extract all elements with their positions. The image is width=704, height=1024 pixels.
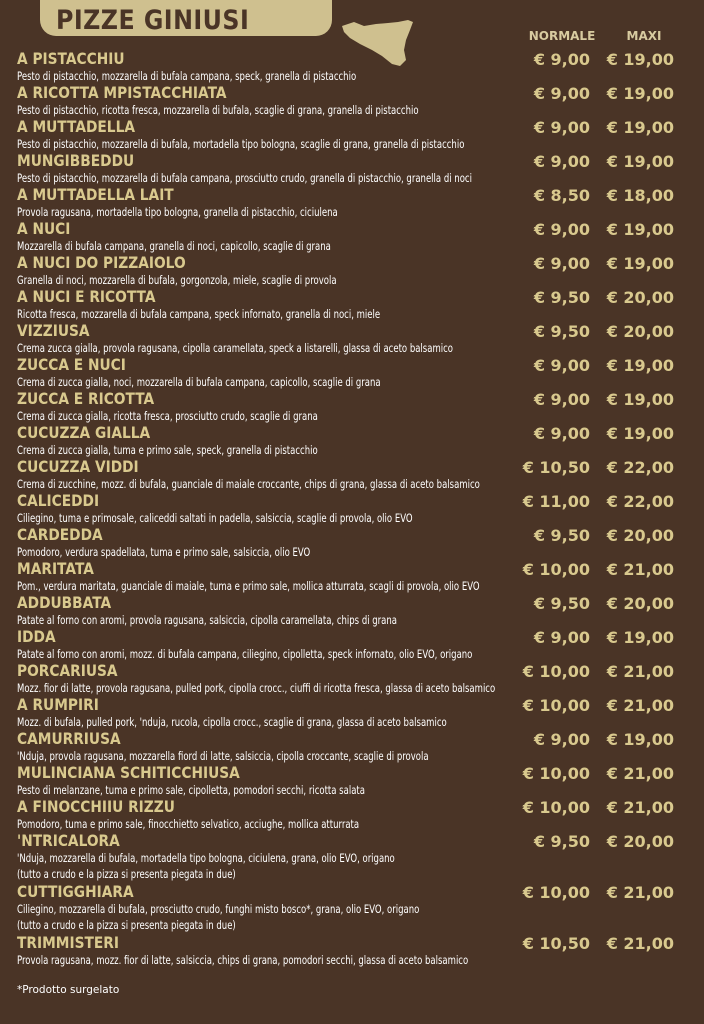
price-maxi: € 19,00 (606, 84, 674, 103)
menu-item (0, 254, 704, 288)
menu-item-description: Pesto di pistacchio, mozzarella di bufala campana, prosciutto crudo, granella di pistacchio, granella di noci (17, 171, 472, 185)
pizza-menu-list (0, 50, 704, 968)
menu-item (0, 152, 704, 186)
menu-item-description: Mozzarella di bufala campana, granella di noci, capicollo, scaglie di grana (17, 239, 331, 253)
price-maxi: € 19,00 (606, 254, 674, 273)
menu-item-description: 'Nduja, provola ragusana, mozzarella fiord di latte, salsiccia, cipolla croccante, scaglie di provola (17, 749, 429, 763)
menu-item (0, 458, 704, 492)
price-normale: € 9,00 (533, 118, 590, 137)
price-normale: € 9,00 (533, 220, 590, 239)
price-normale: € 9,50 (533, 288, 590, 307)
price-normale: € 9,00 (533, 730, 590, 749)
menu-item-name: 'NTRICALORA (17, 831, 120, 850)
menu-item-description: Pomodoro, verdura spadellata, tuma e primo sale, salsiccia, olio EVO (17, 545, 311, 559)
menu-item-name: A RICOTTA MPISTACCHIATA (17, 83, 227, 102)
price-maxi: € 19,00 (606, 356, 674, 375)
menu-item-name: CUTTIGGHIARA (17, 882, 134, 901)
price-maxi: € 20,00 (606, 322, 674, 341)
menu-item (0, 288, 704, 322)
price-maxi: € 21,00 (606, 764, 674, 783)
menu-item-description: Crema zucca gialla, provola ragusana, cipolla caramellata, speck a listarelli, glassa di aceto balsamico (17, 341, 453, 355)
price-maxi: € 19,00 (606, 152, 674, 171)
page-title: PIZZE GINIUSI (56, 5, 250, 36)
menu-item-description: Crema di zucca gialla, noci, mozzarella di bufala campana, capicollo, scaglie di grana (17, 375, 381, 389)
menu-item (0, 662, 704, 696)
price-normale: € 9,00 (533, 356, 590, 375)
menu-item-name: IDDA (17, 627, 56, 646)
menu-item-name: TRIMMISTERI (17, 933, 120, 952)
menu-item-description: 'Nduja, mozzarella di bufala, mortadella tipo bologna, ciciulena, grana, olio EVO, origano (17, 851, 395, 865)
price-maxi: € 19,00 (606, 390, 674, 409)
price-maxi: € 19,00 (606, 220, 674, 239)
menu-item-description: Patate al forno con aromi, provola ragusana, salsiccia, cipolla caramellata, chips di grana (17, 613, 398, 627)
price-maxi: € 19,00 (606, 50, 674, 69)
price-maxi: € 18,00 (606, 186, 674, 205)
menu-item (0, 390, 704, 424)
menu-item (0, 186, 704, 220)
menu-item-name: CAMURRIUSA (17, 729, 121, 748)
price-maxi: € 20,00 (606, 832, 674, 851)
menu-item-name: ZUCCA E RICOTTA (17, 389, 155, 408)
menu-item-description: Pesto di pistacchio, mozzarella di bufala campana, speck, granella di pistacchio (17, 69, 357, 83)
menu-item-note: (tutto a crudo e la pizza si presenta piegata in due) (17, 918, 236, 932)
menu-item-name: CUCUZZA GIALLA (17, 423, 151, 442)
menu-item-name: A RUMPIRI (17, 695, 99, 714)
menu-item-name: VIZZIUSA (17, 321, 90, 340)
menu-item-description: Ciliegino, mozzarella di bufala, prosciutto crudo, funghi misto bosco*, grana, olio EVO, origano (17, 902, 420, 916)
price-normale: € 9,00 (533, 424, 590, 443)
price-normale: € 10,00 (522, 662, 590, 681)
menu-item-name: CUCUZZA VIDDI (17, 457, 139, 476)
price-normale: € 9,00 (533, 390, 590, 409)
price-normale: € 9,50 (533, 594, 590, 613)
price-normale: € 9,00 (533, 628, 590, 647)
menu-item-description: Granella di noci, mozzarella di bufala, gorgonzola, miele, scaglie di provola (17, 273, 337, 287)
price-normale: € 11,00 (522, 492, 590, 511)
menu-item (0, 356, 704, 390)
menu-item-description: Ricotta fresca, mozzarella di bufala campana, speck infornato, granella di noci, miele (17, 307, 381, 321)
menu-item-name: CARDEDDA (17, 525, 103, 544)
menu-item-note: (tutto a crudo e la pizza si presenta piegata in due) (17, 867, 236, 881)
menu-item (0, 560, 704, 594)
footnote: *Prodotto surgelato (17, 984, 120, 996)
price-normale: € 10,50 (522, 458, 590, 477)
price-normale: € 9,00 (533, 50, 590, 69)
menu-item-description: Crema di zucca gialla, tuma e primo sale, speck, granella di pistacchio (17, 443, 318, 457)
menu-item-description: Crema di zucchine, mozz. di bufala, guanciale di maiale croccante, chips di grana, glassa di aceto balsamico (17, 477, 480, 491)
price-normale: € 9,00 (533, 152, 590, 171)
menu-item-name: MUNGIBBEDDU (17, 151, 135, 170)
menu-item-name: A NUCI DO PIZZAIOLO (17, 253, 186, 272)
price-maxi: € 20,00 (606, 594, 674, 613)
price-normale: € 10,00 (522, 798, 590, 817)
menu-item-description: Pom., verdura maritata, guanciale di maiale, tuma e primo sale, mollica atturrata, scagli di provola, olio EVO (17, 579, 480, 593)
menu-item (0, 832, 704, 883)
menu-item-name: CALICEDDI (17, 491, 100, 510)
menu-item-description: Provola ragusana, mortadella tipo bologna, granella di pistacchio, ciciulena (17, 205, 338, 219)
menu-item (0, 424, 704, 458)
menu-item-description: Mozz. di bufala, pulled pork, 'nduja, rucola, cipolla crocc., scaglie di grana, glassa di aceto balsamico (17, 715, 447, 729)
menu-item (0, 730, 704, 764)
price-maxi: € 21,00 (606, 560, 674, 579)
menu-item-description: Mozz. fior di latte, provola ragusana, pulled pork, cipolla crocc., ciuffi di ricotta fresca, glassa di aceto balsamico (17, 681, 496, 695)
column-header-maxi: MAXI (626, 29, 662, 43)
price-normale: € 10,00 (522, 764, 590, 783)
price-normale: € 10,50 (522, 934, 590, 953)
menu-item-name: MULINCIANA SCHITICCHIUSA (17, 763, 240, 782)
menu-item-description: Pesto di pistacchio, ricotta fresca, mozzarella di bufala, scaglie di grana, granella di pistacchio (17, 103, 419, 117)
menu-item (0, 50, 704, 84)
price-maxi: € 19,00 (606, 628, 674, 647)
price-maxi: € 21,00 (606, 696, 674, 715)
menu-item (0, 764, 704, 798)
price-normale: € 9,00 (533, 254, 590, 273)
menu-item-description: Patate al forno con aromi, mozz. di bufala campana, ciliegino, cipolletta, speck infornato, olio EVO, origano (17, 647, 473, 661)
menu-item (0, 696, 704, 730)
menu-item (0, 628, 704, 662)
menu-item (0, 118, 704, 152)
price-maxi: € 21,00 (606, 883, 674, 902)
menu-item-description: Pesto di melanzane, tuma e primo sale, cipolletta, pomodori secchi, ricotta salata (17, 783, 365, 797)
menu-item-description: Ciliegino, tuma e primosale, caliceddi saltati in padella, salsiccia, scaglie di provola, olio EVO (17, 511, 413, 525)
price-normale: € 10,00 (522, 696, 590, 715)
menu-item-name: PORCARIUSA (17, 661, 118, 680)
menu-item-description: Pomodoro, tuma e primo sale, finocchietto selvatico, acciughe, mollica atturrata (17, 817, 360, 831)
menu-item (0, 883, 704, 934)
price-maxi: € 19,00 (606, 730, 674, 749)
menu-item (0, 492, 704, 526)
price-maxi: € 22,00 (606, 458, 674, 477)
menu-item (0, 322, 704, 356)
menu-item-name: A NUCI (17, 219, 71, 238)
menu-item-name: A PISTACCHIU (17, 49, 125, 68)
price-maxi: € 21,00 (606, 934, 674, 953)
menu-item-name: A NUCI E RICOTTA (17, 287, 156, 306)
menu-item-description: Crema di zucca gialla, ricotta fresca, prosciutto crudo, scaglie di grana (17, 409, 318, 423)
menu-item (0, 84, 704, 118)
price-normale: € 9,00 (533, 84, 590, 103)
column-header-normale: NORMALE (528, 29, 596, 43)
menu-item-description: Pesto di pistacchio, mozzarella di bufala, mortadella tipo bologna, scaglie di grana, granella di pistacchio (17, 137, 465, 151)
menu-item (0, 594, 704, 628)
price-normale: € 9,50 (533, 526, 590, 545)
menu-item-description: Provola ragusana, mozz. fior di latte, salsiccia, chips di grana, pomodori secchi, glassa di aceto balsamico (17, 953, 469, 967)
price-maxi: € 19,00 (606, 118, 674, 137)
price-maxi: € 22,00 (606, 492, 674, 511)
menu-item (0, 798, 704, 832)
menu-item-name: ADDUBBATA (17, 593, 112, 612)
menu-item (0, 220, 704, 254)
menu-item-name: ZUCCA E NUCI (17, 355, 126, 374)
price-maxi: € 20,00 (606, 288, 674, 307)
price-normale: € 9,50 (533, 322, 590, 341)
price-maxi: € 19,00 (606, 424, 674, 443)
menu-item-name: A FINOCCHIIU RIZZU (17, 797, 175, 816)
menu-item-name: A MUTTADELLA (17, 117, 135, 136)
price-normale: € 8,50 (533, 186, 590, 205)
price-maxi: € 21,00 (606, 662, 674, 681)
price-maxi: € 20,00 (606, 526, 674, 545)
menu-item (0, 526, 704, 560)
price-normale: € 9,50 (533, 832, 590, 851)
price-normale: € 10,00 (522, 883, 590, 902)
menu-item (0, 934, 704, 968)
menu-item-name: MARITATA (17, 559, 94, 578)
price-normale: € 10,00 (522, 560, 590, 579)
menu-item-name: A MUTTADELLA LAIT (17, 185, 174, 204)
price-maxi: € 21,00 (606, 798, 674, 817)
